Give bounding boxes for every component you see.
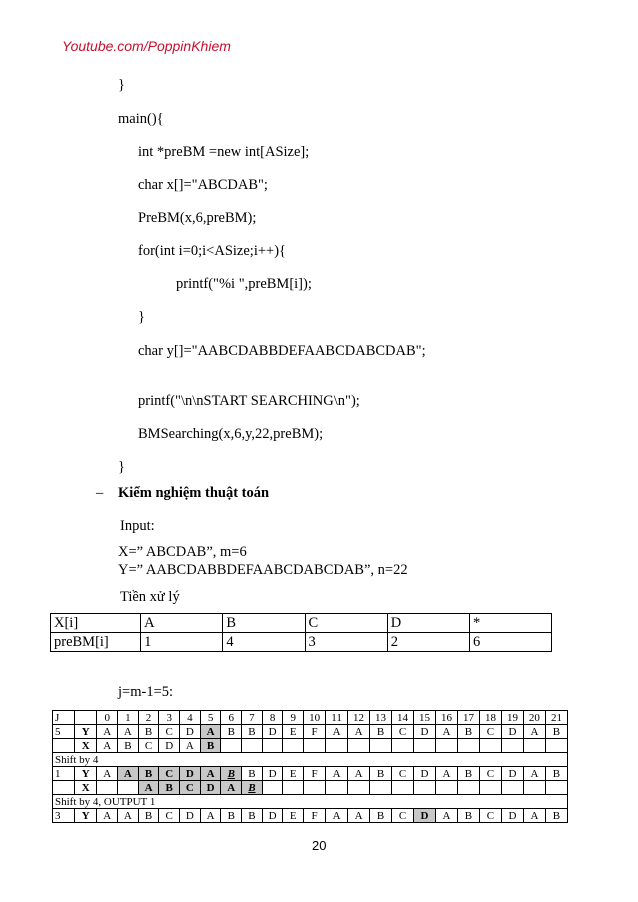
bm-table-cell: C bbox=[479, 809, 501, 823]
bm-table-header-cell: 12 bbox=[348, 711, 370, 725]
bm-table-header-cell: 4 bbox=[180, 711, 201, 725]
bm-table-cell: D bbox=[200, 781, 221, 795]
bm-table-cell: A bbox=[436, 725, 458, 739]
bm-table-cell: F bbox=[304, 725, 326, 739]
bm-table-cell: X bbox=[75, 781, 97, 795]
bm-table-cell: B bbox=[159, 781, 180, 795]
bm-table-cell: B bbox=[457, 809, 479, 823]
bm-table-cell bbox=[326, 781, 348, 795]
close-brace: } bbox=[118, 77, 125, 93]
bm-table-cell: A bbox=[326, 767, 348, 781]
bm-table-header-cell: 1 bbox=[118, 711, 139, 725]
code-line-char-y: char y[]="AABCDABBDEFAABCDABCDAB"; bbox=[138, 343, 426, 359]
bm-table-cell: A bbox=[326, 809, 348, 823]
bm-table-note-row bbox=[53, 753, 568, 767]
bm-table-cell: A bbox=[326, 725, 348, 739]
bm-table-cell: A bbox=[436, 809, 458, 823]
bm-table-cell: B bbox=[200, 739, 221, 753]
bm-table-cell: D bbox=[180, 809, 201, 823]
bm-table-cell bbox=[370, 739, 392, 753]
bm-table-cell: D bbox=[262, 809, 283, 823]
prebm-table-cell: 2 bbox=[387, 633, 469, 652]
bm-table-cell bbox=[545, 781, 567, 795]
bm-table-header-cell: 13 bbox=[370, 711, 392, 725]
bm-table-cell: B bbox=[242, 767, 263, 781]
bm-table-header-cell: 21 bbox=[545, 711, 567, 725]
prebm-table-cell: 4 bbox=[223, 633, 305, 652]
bm-table-header-cell: 14 bbox=[392, 711, 414, 725]
bm-table-cell: A bbox=[436, 767, 458, 781]
bm-table-cell: C bbox=[159, 725, 180, 739]
section-heading: Kiểm nghiệm thuật toán bbox=[118, 485, 270, 501]
bm-table-cell bbox=[457, 781, 479, 795]
bm-table-cell bbox=[262, 739, 283, 753]
bm-table-header-cell: 8 bbox=[262, 711, 283, 725]
bm-table-cell: A bbox=[348, 809, 370, 823]
bm-table-cell: D bbox=[501, 767, 523, 781]
bm-table-cell: D bbox=[262, 725, 283, 739]
bm-table-cell: B bbox=[221, 809, 242, 823]
bm-table-cell: D bbox=[180, 725, 201, 739]
bm-table-cell bbox=[348, 739, 370, 753]
bm-table-header-cell: 2 bbox=[138, 711, 159, 725]
bm-table-cell bbox=[523, 739, 545, 753]
bm-table-cell: B bbox=[545, 725, 567, 739]
bm-table-cell: A bbox=[348, 767, 370, 781]
close-brace-for: } bbox=[138, 309, 145, 325]
bm-table-header-cell: 3 bbox=[159, 711, 180, 725]
bm-table-cell: A bbox=[118, 809, 139, 823]
bm-table-cell: C bbox=[392, 809, 414, 823]
prebm-table-cell: * bbox=[469, 614, 551, 633]
bm-table-header-cell: 6 bbox=[221, 711, 242, 725]
bm-table-cell: B bbox=[370, 809, 392, 823]
bm-table-cell: B bbox=[545, 809, 567, 823]
bm-table-cell bbox=[479, 739, 501, 753]
bm-table-cell: A bbox=[97, 809, 118, 823]
bm-table-cell: F bbox=[304, 767, 326, 781]
bm-table-header-cell: 9 bbox=[283, 711, 304, 725]
code-line-prebm-alloc: int *preBM =new int[ASize]; bbox=[138, 144, 310, 160]
bm-table-cell bbox=[392, 739, 414, 753]
bm-table-cell: Y bbox=[75, 809, 97, 823]
bm-table-note: Shift by 4, OUTPUT 1 bbox=[53, 795, 568, 809]
bm-table-cell: B bbox=[138, 767, 159, 781]
bm-table-note-row bbox=[53, 795, 568, 809]
input-label: Input: bbox=[120, 518, 155, 534]
prebm-table-cell: B bbox=[223, 614, 305, 633]
prebm-table bbox=[50, 613, 552, 652]
bm-table-cell bbox=[283, 781, 304, 795]
prebm-table-cell: 1 bbox=[141, 633, 223, 652]
bm-table-cell: D bbox=[180, 767, 201, 781]
bm-table-cell bbox=[97, 781, 118, 795]
bm-table-cell: B bbox=[242, 809, 263, 823]
prebm-table-cell: D bbox=[387, 614, 469, 633]
bm-table-cell: A bbox=[138, 781, 159, 795]
bm-table-cell: C bbox=[180, 781, 201, 795]
prebm-table-cell: C bbox=[305, 614, 387, 633]
bm-table-header-cell: 15 bbox=[414, 711, 436, 725]
bm-table-header-row bbox=[53, 711, 568, 725]
bm-table-cell bbox=[221, 739, 242, 753]
bm-table-cell: X bbox=[75, 739, 97, 753]
prebm-table-row bbox=[51, 614, 552, 633]
bm-table-cell: C bbox=[479, 767, 501, 781]
bm-table-header-cell: 10 bbox=[304, 711, 326, 725]
bm-table-cell: C bbox=[159, 809, 180, 823]
bm-table-header-cell: J bbox=[53, 711, 75, 725]
bm-table-cell bbox=[479, 781, 501, 795]
bm-table-cell: A bbox=[97, 725, 118, 739]
bm-table-cell bbox=[242, 739, 263, 753]
bm-table-header-cell: 16 bbox=[436, 711, 458, 725]
prebm-table-cell: X[i] bbox=[51, 614, 141, 633]
bm-table-cell: D bbox=[159, 739, 180, 753]
x-input-line: X=” ABCDAB”, m=6 bbox=[118, 544, 247, 560]
bm-table-cell: A bbox=[348, 725, 370, 739]
bm-table-cell: A bbox=[97, 739, 118, 753]
bm-table-cell: B bbox=[138, 725, 159, 739]
bm-table-cell: A bbox=[200, 767, 221, 781]
bm-table-cell: B bbox=[370, 725, 392, 739]
bm-table-cell: Y bbox=[75, 767, 97, 781]
bm-table-cell: D bbox=[501, 809, 523, 823]
bm-table-cell bbox=[262, 781, 283, 795]
bm-table-cell bbox=[457, 739, 479, 753]
bm-table-cell: 3 bbox=[53, 809, 75, 823]
bm-table-cell bbox=[53, 739, 75, 753]
bm-table-header-cell: 11 bbox=[326, 711, 348, 725]
bm-table-cell bbox=[53, 781, 75, 795]
bm-table-cell: A bbox=[200, 809, 221, 823]
code-line-bmsearching: BMSearching(x,6,y,22,preBM); bbox=[138, 426, 324, 442]
bm-table-cell bbox=[304, 781, 326, 795]
page-number: 20 bbox=[312, 838, 327, 853]
bm-table-cell: B bbox=[138, 809, 159, 823]
bm-table-header-cell bbox=[75, 711, 97, 725]
bm-table-cell: A bbox=[200, 725, 221, 739]
bm-table-cell: A bbox=[221, 781, 242, 795]
bm-table-header-cell: 0 bbox=[97, 711, 118, 725]
prebm-table-cell: 6 bbox=[469, 633, 551, 652]
bm-table-cell bbox=[436, 739, 458, 753]
bm-table-cell bbox=[414, 739, 436, 753]
bm-table-cell bbox=[392, 781, 414, 795]
bm-table-cell: F bbox=[304, 809, 326, 823]
bm-table-cell: D bbox=[501, 725, 523, 739]
bm-table-cell bbox=[414, 781, 436, 795]
bm-table-cell: C bbox=[392, 725, 414, 739]
bm-table-cell: D bbox=[262, 767, 283, 781]
bm-table-row bbox=[53, 809, 568, 823]
bm-table-cell bbox=[436, 781, 458, 795]
j-initial-line: j=m-1=5: bbox=[118, 684, 174, 700]
bm-table-cell bbox=[501, 739, 523, 753]
bm-table-cell: D bbox=[414, 767, 436, 781]
bm-table-cell bbox=[326, 739, 348, 753]
bm-table-cell: E bbox=[283, 809, 304, 823]
bm-table-cell: B bbox=[242, 725, 263, 739]
bm-table-cell: A bbox=[523, 809, 545, 823]
bm-table-header-cell: 20 bbox=[523, 711, 545, 725]
code-line-for: for(int i=0;i<ASize;i++){ bbox=[138, 243, 286, 259]
prebm-table-cell: A bbox=[141, 614, 223, 633]
bm-table-cell: B bbox=[370, 767, 392, 781]
bm-table-cell bbox=[304, 739, 326, 753]
bm-table-cell: D bbox=[414, 725, 436, 739]
bullet-dash: – bbox=[96, 485, 104, 501]
bm-table-cell: A bbox=[118, 767, 139, 781]
bm-table-cell: C bbox=[392, 767, 414, 781]
bm-table-cell: B bbox=[221, 725, 242, 739]
bm-table-cell: A bbox=[97, 767, 118, 781]
preprocess-label: Tiền xử lý bbox=[120, 589, 180, 605]
code-line-char-x: char x[]="ABCDAB"; bbox=[138, 177, 268, 193]
bm-table-cell: E bbox=[283, 725, 304, 739]
bm-table-header-cell: 7 bbox=[242, 711, 263, 725]
bm-table-cell: E bbox=[283, 767, 304, 781]
bm-table-header-cell: 18 bbox=[479, 711, 501, 725]
bm-search-table bbox=[52, 710, 568, 823]
bm-table-cell: A bbox=[523, 767, 545, 781]
bm-table-row bbox=[53, 739, 568, 753]
code-line-prebm-call: PreBM(x,6,preBM); bbox=[138, 210, 257, 226]
bm-table-cell: B bbox=[118, 739, 139, 753]
bm-table-cell: B bbox=[457, 725, 479, 739]
bm-table-header-cell: 17 bbox=[457, 711, 479, 725]
bm-table-cell bbox=[283, 739, 304, 753]
bm-table-cell bbox=[501, 781, 523, 795]
bm-table-cell: D bbox=[414, 809, 436, 823]
bm-table-cell: A bbox=[118, 725, 139, 739]
bm-table-row bbox=[53, 767, 568, 781]
watermark: Youtube.com/PoppinKhiem bbox=[62, 38, 231, 54]
bm-table-cell bbox=[370, 781, 392, 795]
prebm-table-cell: 3 bbox=[305, 633, 387, 652]
bm-table-cell bbox=[523, 781, 545, 795]
bm-table-cell: C bbox=[479, 725, 501, 739]
prebm-table-cell: preBM[i] bbox=[51, 633, 141, 652]
bm-table-row bbox=[53, 725, 568, 739]
bm-table-cell: C bbox=[138, 739, 159, 753]
bm-table-cell: A bbox=[523, 725, 545, 739]
main-declaration: main(){ bbox=[118, 111, 164, 127]
bm-table-cell: 1 bbox=[53, 767, 75, 781]
code-line-printf-start: printf("\n\nSTART SEARCHING\n"); bbox=[138, 393, 360, 409]
bm-table-cell bbox=[118, 781, 139, 795]
y-input-line: Y=” AABCDABBDEFAABCDABCDAB”, n=22 bbox=[118, 562, 408, 578]
bm-table-cell: C bbox=[159, 767, 180, 781]
bm-table-cell: B bbox=[242, 781, 263, 795]
bm-table-cell: B bbox=[457, 767, 479, 781]
bm-table-header-cell: 19 bbox=[501, 711, 523, 725]
bm-table-row bbox=[53, 781, 568, 795]
bm-table-cell: 5 bbox=[53, 725, 75, 739]
bm-table-cell bbox=[545, 739, 567, 753]
code-line-printf: printf("%i ",preBM[i]); bbox=[176, 276, 312, 292]
bm-table-cell: B bbox=[221, 767, 242, 781]
bm-table-header-cell: 5 bbox=[200, 711, 221, 725]
bm-table-cell: A bbox=[180, 739, 201, 753]
close-brace-main: } bbox=[118, 459, 125, 475]
bm-table-cell: B bbox=[545, 767, 567, 781]
prebm-table-row bbox=[51, 633, 552, 652]
bm-table-note: Shift by 4 bbox=[53, 753, 568, 767]
bm-table-cell: Y bbox=[75, 725, 97, 739]
bm-table-cell bbox=[348, 781, 370, 795]
